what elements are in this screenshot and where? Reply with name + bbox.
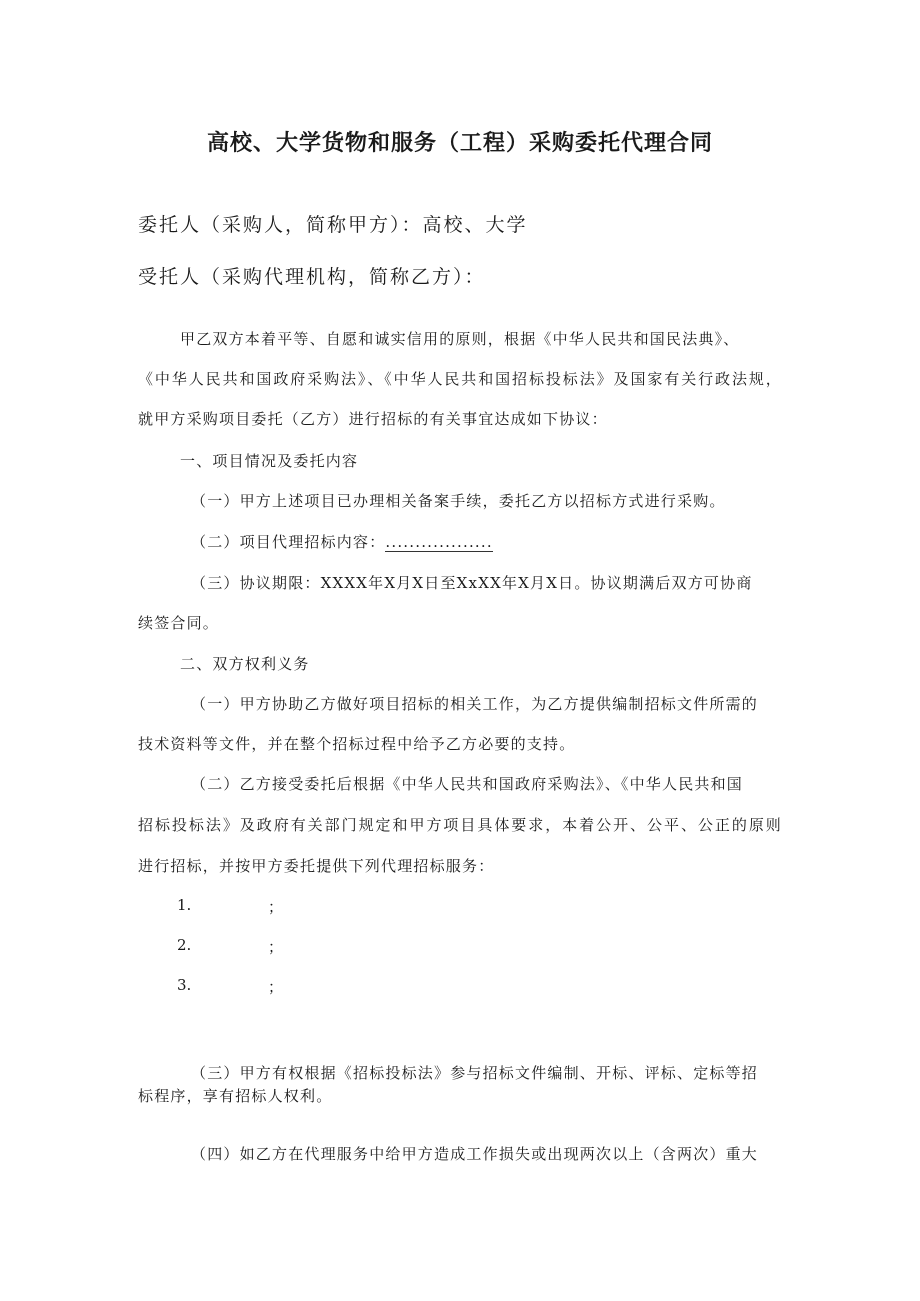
client-party-line: 委托人（采购人，简称甲方）：高校、大学 bbox=[138, 214, 528, 236]
preamble-line-2: 《中华人民共和国政府采购法》、《中华人民共和国招标投标法》及国家有关行政法规， bbox=[138, 370, 782, 388]
agent-party-line: 受托人（采购代理机构，简称乙方）： bbox=[138, 266, 486, 288]
section2-item4-line1: （四）如乙方在代理服务中给甲方造成工作损失或出现两次以上（含两次）重大 bbox=[191, 1145, 759, 1163]
section1-item1: （一）甲方上述项目已办理相关备案手续，委托乙方以招标方式进行采购。 bbox=[191, 492, 726, 510]
document-title: 高校、大学货物和服务（工程）采购委托代理合同 bbox=[206, 131, 713, 156]
service-list-end: ； bbox=[268, 898, 284, 916]
section1-item3-line2: 续签合同。 bbox=[138, 614, 220, 632]
preamble-line-1: 甲乙双方本着平等、自愿和诚实信用的原则，根据《中华人民共和国民法典》、 bbox=[180, 330, 740, 348]
service-list-number: 2. bbox=[177, 936, 192, 954]
item2-blank-line: .................. bbox=[385, 533, 493, 551]
section2-item3-line2: 标程序，享有招标人权利。 bbox=[138, 1087, 333, 1105]
section2-heading: 二、双方权利义务 bbox=[180, 655, 310, 673]
service-list-end: ； bbox=[268, 978, 284, 996]
section2-item2-line3: 进行招标，并按甲方委托提供下列代理招标服务： bbox=[138, 857, 495, 875]
section2-item2-line2: 招标投标法》及政府有关部门规定和甲方项目具体要求，本着公开、公平、公正的原则 bbox=[138, 816, 782, 834]
section1-item2-label: （二）项目代理招标内容： bbox=[191, 533, 386, 551]
preamble-line-3: 就甲方采购项目委托（乙方）进行招标的有关事宜达成如下协议： bbox=[138, 410, 608, 428]
service-list-number: 1. bbox=[177, 896, 192, 914]
service-list-number: 3. bbox=[177, 976, 192, 994]
section2-item2-line1: （二）乙方接受委托后根据《中华人民共和国政府采购法》、《中华人民共和国 bbox=[191, 775, 744, 793]
section2-item3-line1: （三）甲方有权根据《招标投标法》参与招标文件编制、开标、评标、定标等招 bbox=[191, 1064, 759, 1082]
section1-item3-line1: （三）协议期限：XXXX年X月X日至XxXX年X月X日。协议期满后双方可协商 bbox=[191, 574, 753, 592]
section2-item1-line1: （一）甲方协助乙方做好项目招标的相关工作，为乙方提供编制招标文件所需的 bbox=[191, 695, 759, 713]
section1-heading: 一、项目情况及委托内容 bbox=[180, 452, 359, 470]
section2-item1-line2: 技术资料等文件，并在整个招标过程中给予乙方必要的支持。 bbox=[138, 735, 576, 753]
service-list-end: ； bbox=[268, 938, 284, 956]
section1-item2 bbox=[191, 531, 493, 552]
